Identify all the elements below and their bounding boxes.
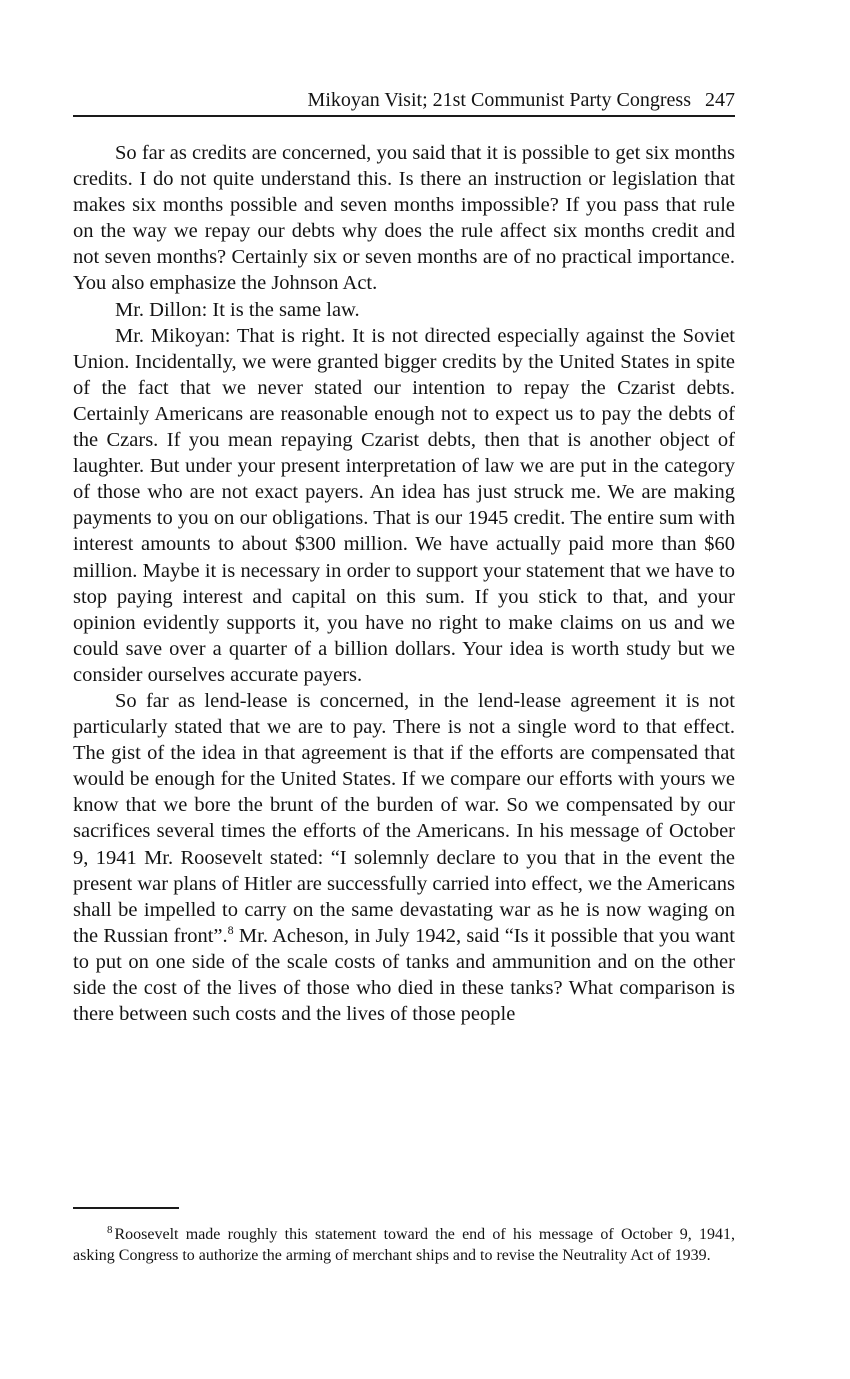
footnote bbox=[73, 1225, 735, 1266]
footnote-mark: 8 bbox=[107, 1223, 113, 1236]
footnote-rule bbox=[73, 1207, 179, 1209]
running-head bbox=[308, 88, 735, 112]
footnote-reference[interactable]: 8 bbox=[227, 922, 234, 937]
header-rule bbox=[73, 115, 735, 117]
paragraph-credits: So far as credits are concerned, you said that it is possible to get six months credits. I do not quite understand this. Is there an instruction or legislation that makes six months possible and seven months impossible? If you pass that rule on the way we repay our debts why does the rule affect six months credit and not seven months? Certainly six or seven months are of no practical importance. You also emphasize the Johnson Act. bbox=[73, 142, 735, 295]
lend-lease-text-continued: Mr. Acheson, in July 1942, said “Is it possible that you want to put on one side of the scale costs of tanks and ammunition and on the other side the cost of the lives of those who died in these tanks? What comparison is there between such costs and the lives of those people bbox=[73, 924, 735, 1026]
body-text bbox=[73, 140, 735, 1027]
lend-lease-text: So far as lend-lease is concerned, in the lend-lease agreement it is not particularly stated that we are to pay. There is not a single word to that effect. The gist of the idea in that agreement is that if the efforts are compensated that would be enough for the United States. If we compare our efforts with yours we know that we bore the brunt of the burden of war. So we compensated by our sacrifices several times the efforts of the Americans. In his message of October 9, 1941 Mr. Roosevelt stated: “I solemnly declare to you that in the event the present war plans of Hitler are successfully carried into effect, we the Americans shall be impelled to carry on the same devastating war as he is now waging on the Russian front”. bbox=[73, 689, 735, 947]
paragraph-mikoyan: Mr. Mikoyan: That is right. It is not directed especially against the Soviet Union. Incidentally, we were granted bigger credits by the United States in spite of the fact that we never stated our intention to repay the Czarist debts. Certainly Americans are reasonable enough not to expect us to pay the debts of the Czars. If you mean repaying Czarist debts, then that is another object of laughter. But under your present interpretation of law we are put in the category of those who are not exact payers. An idea has just struck me. We are making payments to you on our obligations. That is our 1945 credit. The entire sum with interest amounts to about $300 million. We have actually paid more than $60 million. Maybe it is necessary in order to support your statement that we have to stop paying interest and capital on this sum. If you stick to that, and your opinion evidently supports it, you have no right to make claims on us and we could save over a quarter of a billion dollars. Your idea is worth study but we consider ourselves accurate payers. bbox=[73, 324, 735, 686]
footnote-text: Roosevelt made roughly this statement toward the end of his message of October 9, 1941, asking Congress to authorize the arming of merchant ships and to revise the Neutrality Act of 1939. bbox=[73, 1226, 735, 1264]
page-number: 247 bbox=[705, 89, 735, 111]
book-page bbox=[73, 0, 735, 1379]
paragraph-dillon: Mr. Dillon: It is the same law. bbox=[115, 298, 360, 321]
running-head-title: Mikoyan Visit; 21st Communist Party Congress bbox=[307, 89, 691, 111]
paragraph-lend-lease bbox=[73, 688, 735, 1027]
